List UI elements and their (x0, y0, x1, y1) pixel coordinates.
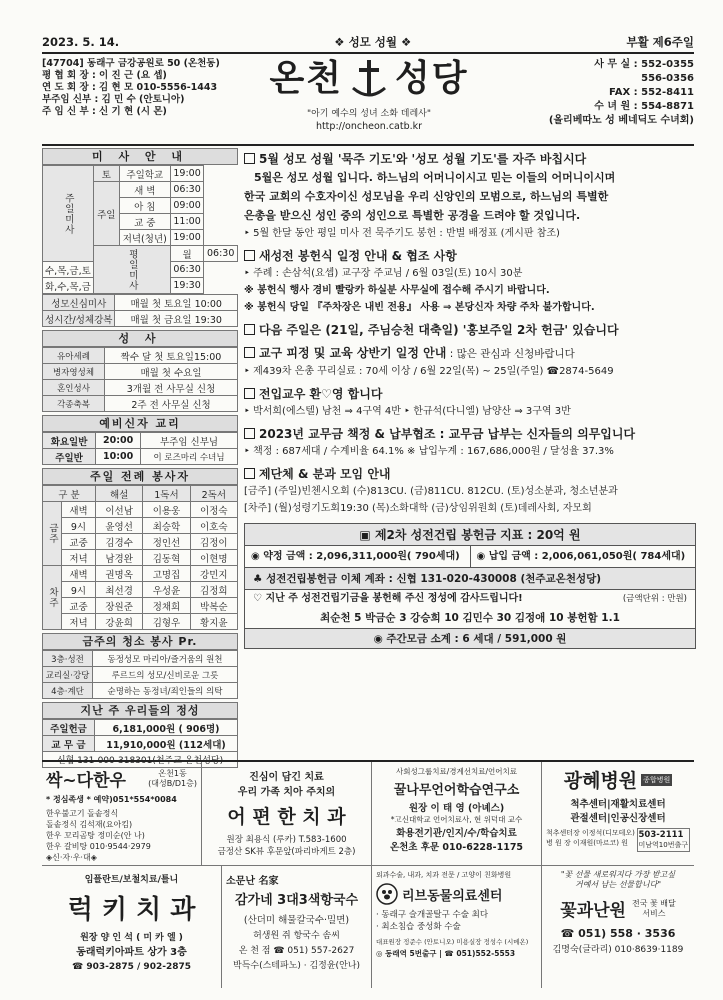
ad3-line2: *고신대학교 언어치료사, 현 위덕대 교수 (390, 815, 523, 824)
mass-time: 19:00 (170, 166, 204, 182)
building-fund-title: ▣ 제2차 성전건립 봉헌금 지표 : 20억 원 (245, 524, 695, 546)
cleaning-title: 금주의 청소 봉사 Pr. (42, 633, 238, 650)
ad7-top: 외과수술, 내과, 치과 전문 / 고양이 친화병원 (376, 871, 512, 879)
mass-name: 새 벽 (119, 182, 170, 198)
weekly-subtotal: ◉ 주간모금 소계 : 6 세대 / 591,000 원 (245, 628, 695, 648)
top-divider (42, 52, 694, 54)
commentator: 김경수 (95, 534, 142, 550)
column-header: 2독서 (190, 486, 237, 502)
cleaning-table (42, 650, 238, 699)
ad2-line2: 금정산 SK뷰 후문앞(파리바게트 2층) (217, 847, 356, 857)
ad1-line: 돌솥정식 김석재(요아킴) (46, 820, 133, 829)
notice-7-title: 제단체 & 분과 모임 안내 (244, 465, 696, 483)
notice-1-body: 한국 교회의 수호자이신 성모님을 우리 신앙인의 모범으로, 하느님의 특별한 (244, 190, 609, 203)
class-name: 화요일반 (43, 433, 96, 449)
assistant-priest: 부주임 신부 : 김 민 수 (안토니아) (42, 94, 185, 105)
notice-6-title: 2023년 교무금 책정 & 납부협조 : 교무금 납부는 신자들의 의무입니다 (244, 425, 696, 443)
ad8-top: "꽃 선물 새로워지다 가장 받고싶 거예서 남는 선물합니다" (560, 870, 676, 889)
ad5-phone: ☎ 903-2875 / 902-2875 (71, 962, 192, 972)
reader-1: 고명집 (143, 566, 190, 582)
rosary-president: 연 도 회 장 : 김 현 모 010-5556-1443 (42, 82, 218, 93)
reader-2: 이호숙 (190, 518, 237, 534)
slot: 새벽 (62, 502, 96, 518)
notices (244, 150, 696, 649)
mass-time: 09:00 (170, 198, 204, 214)
ad6-name: 감가네 3대3색항국수 (234, 893, 359, 908)
ad5-name: 럭 키 치 과 (67, 895, 196, 925)
group-label: 금주 (43, 502, 62, 566)
ad1-line: 한우 꼬리곰탕 정미순(안 나) (46, 831, 145, 840)
mass-time: 06:30 (170, 182, 204, 198)
column-header: 해설 (95, 486, 142, 502)
offering-type: 주일헌금 (43, 720, 95, 736)
commentator: 권명옥 (95, 566, 142, 582)
mass-time: 11:00 (170, 214, 204, 230)
altar-servers-table (42, 485, 238, 630)
masthead-name-right: 성당 (395, 58, 469, 99)
special-mass-time: 매월 첫 토요일 10:00 (115, 295, 238, 311)
ad7-line: · 최소침습 중성화 수술 (376, 922, 461, 932)
weekday-day: 월 (170, 246, 204, 262)
ad1-line: 한우 갈비탕 010·9544·2979 (46, 842, 151, 851)
reader-1: 우성윤 (143, 582, 190, 598)
ad6-line3: 온 천 점 ☎ 051) 557-2627 (238, 946, 355, 956)
ad7-name: 리브동물의료센터 (402, 888, 503, 904)
commentator: 윤영선 (95, 518, 142, 534)
cleaning-group: 루르드의 성모/신비로운 그릇 (93, 667, 238, 683)
reader-2: 이정숙 (190, 502, 237, 518)
ad1-tagline: * 정심족생 * 예약)051*554*0084 (46, 795, 177, 804)
notice-2-title: 새성전 봉헌식 일정 안내 & 협조 사항 (244, 247, 696, 265)
masthead (258, 58, 480, 142)
sunday-mass-label: 주일미사 (43, 166, 94, 262)
ads-section (42, 760, 694, 986)
slot: 9시 (62, 582, 96, 598)
sacrament-name: 각종축복 (43, 396, 105, 412)
ad6-line4: 박득수(스테파노) · 김정윤(안나) (233, 961, 360, 971)
ad3-line4: 온천초 후문 010-6228-1175 (389, 842, 524, 853)
notice-1-body: 5월은 성모 성월 입니다. 하느님의 어머니이시고 믿는 이들의 어머니이시며 (254, 171, 616, 184)
reader-1: 이용웅 (143, 502, 190, 518)
ad1-line: ◈신·자·우·대◈ (46, 853, 97, 862)
pastor: 주 임 신 부 : 신 기 현 (시 몬) (42, 106, 167, 117)
ad4-foot2: 병 원 장 이재원(마르코) 원 (546, 839, 628, 847)
notice-6-item: ‣ 책정 : 687세대 / 수계비율 64.1% ※ 납입누계 : 167,686,000원 / 달성율 37.3% (244, 446, 614, 457)
address: [47704] 동래구 금강공원로 50 (온천동) (42, 58, 220, 69)
slot: 저녁 (62, 550, 96, 566)
class-name: 주일반 (43, 449, 96, 465)
cleaning-area: 4층·계단 (43, 683, 93, 699)
altar-servers-title: 주일 전례 봉사자 (42, 468, 238, 485)
slot: 9시 (62, 518, 96, 534)
left-column (42, 148, 238, 768)
special-mass-table (42, 294, 238, 327)
ad1-location: 온천1동 (대성B/D1층) (148, 768, 197, 788)
ad4-line: 관절센터|인공신장센터 (570, 813, 666, 824)
saturday-label: 토 (93, 166, 119, 182)
column-header: 1독서 (143, 486, 190, 502)
ad-flower-shop (542, 866, 694, 988)
mass-time: 19:00 (170, 230, 204, 246)
sunday-label: 주일 (93, 182, 119, 246)
offering-amount: 6,181,000원 ( 906명) (95, 720, 238, 736)
ad4-phone2: 미남역10번출구 (638, 841, 688, 849)
slot: 저녁 (62, 614, 96, 630)
ad-dental-clinic (202, 762, 372, 866)
special-mass-time: 매월 첫 금요일 19:30 (115, 311, 238, 327)
contact-info (526, 58, 694, 128)
ad4-badge: 종합병원 (643, 775, 671, 784)
ad2-sub: 우리 가족 치아 주치의 (237, 787, 336, 798)
month-title: ❖ 성모 성월 ❖ (334, 35, 412, 49)
notice-4-item: ‣ 제439차 은총 꾸리실료 : 70세 이상 / 6월 22일(목) ~ 25일(주일) ☎2874-5649 (244, 366, 614, 377)
mass-name: 교 중 (119, 214, 170, 230)
group-label: 차주 (43, 566, 62, 630)
notice-1-title: 5월 성모 성월 '묵주 기도'와 '성모 성월 기도'를 자주 바칩시다 (244, 150, 696, 168)
slot: 교중 (62, 534, 96, 550)
ad-lucky-dental (42, 866, 222, 988)
special-mass-name: 성모신심미사 (43, 295, 115, 311)
issue-date: 2023. 5. 14. (42, 35, 120, 49)
convent-phone: 수 녀 원 : 554-8871 (594, 101, 694, 112)
ad8-person: 김명숙(글라리) 010·8639·1189 (552, 945, 684, 955)
reader-1: 정인선 (143, 534, 190, 550)
notice-2-item: ※ 봉헌식 행사 경비 빨랑카 하실분 사무실에 접수해 주시기 바랍니다. (244, 285, 550, 296)
sacrament-name: 유아세례 (43, 348, 105, 364)
notice-1-item: ‣ 5월 한달 동안 평일 미사 전 묵주기도 봉헌 : 반별 배정표 (게시판 참조) (244, 228, 560, 239)
ad3-name: 꿀나무언어학습연구소 (393, 783, 520, 798)
notice-bullet-icon (244, 250, 255, 261)
patron-motto: "아기 예수의 성녀 소화 데레사" (306, 109, 432, 119)
top-bar (42, 34, 694, 50)
notice-2-item: ‣ 주례 : 손삼석(요셉) 교구장 주교님 / 6월 03일(토) 10시 30분 (244, 268, 523, 279)
liturgical-season: 부활 제6주일 (626, 35, 694, 49)
ad7-foot1: 대표원장 정준수 (안토니오) 미용실장 정성수 (시메온) (376, 938, 529, 946)
ad5-line2: 동래럭키아파트 상가 3층 (76, 947, 187, 958)
ad7-line: · 동래구 슬개골탈구 수술 최다 (376, 910, 489, 920)
class-time: 10:00 (96, 449, 141, 465)
office-phone-2: 556-0356 (641, 73, 694, 84)
notice-4-title: 교구 피정 및 교육 상반기 일정 안내 : 많은 관심과 신청바랍니다 (244, 344, 696, 363)
reader-1: 김동혁 (143, 550, 190, 566)
ad2-line1: 원장 최용식 (루카) T.583-1600 (226, 835, 347, 845)
notice-bullet-icon (244, 324, 255, 335)
cleaning-group: 동정성모 마리아/즐거움의 원천 (93, 651, 238, 667)
column-header: 구 분 (43, 486, 96, 502)
sacrament-title: 성 사 (42, 330, 238, 347)
amount-unit: (금액단위 : 만원) (622, 594, 687, 604)
ad4-phone: 503-2111 (638, 830, 684, 840)
header-divider (42, 144, 694, 146)
building-thanks: ♡ 지난 주 성전건립기금을 봉헌해 주신 정성에 감사드립니다! (253, 593, 523, 604)
ad6-line2: 허생원 쥐 항국수 솜씨 (253, 931, 340, 941)
sacrament-info: 매월 첫 수요일 (105, 364, 238, 380)
office-phone: 사 무 실 : 552-0355 (594, 59, 694, 70)
notice-bullet-icon (244, 428, 255, 439)
notice-3-title: 다음 주일은 (21일, 주님승천 대축일) '홍보주일 2차 헌금' 있습니다 (244, 321, 696, 339)
ad5-top: 임플란트/보철치료/틀니 (84, 875, 179, 885)
reader-2: 김정이 (190, 534, 237, 550)
ad1-name: 싹~다한우 (46, 771, 126, 791)
slot: 교중 (62, 598, 96, 614)
ad4-foot1: 척추센터장 이정석(디모테오) (546, 829, 635, 837)
reader-2: 강민지 (190, 566, 237, 582)
weekday-time: 06:30 (170, 262, 204, 278)
mass-table (42, 165, 238, 294)
cleaning-area: 교리실·강당 (43, 667, 93, 683)
ad1-line: 한우불고기 돌솥정식 (46, 809, 119, 818)
building-fund-account: ♣ 성전건립봉헌금 이체 계좌 : 신협 131-020-430008 (천주교온천성당) (245, 568, 695, 590)
cleaning-group: 순명하는 동정녀/죄인들의 의탁 (93, 683, 238, 699)
sacrament-info: 짝수 달 첫 토요일15:00 (105, 348, 238, 364)
sacrament-name: 병자영성체 (43, 364, 105, 380)
offering-title: 지난 주 우리들의 정성 (42, 702, 238, 719)
ad2-name: 어 편 한 치 과 (227, 806, 346, 828)
ad5-line1: 원장 양 인 석 ( 미 카 엘 ) (80, 933, 183, 943)
class-teacher: 부주임 신부님 (141, 433, 238, 449)
ad-korean-beef (42, 762, 202, 866)
commentator: 장원준 (95, 598, 142, 614)
offering-account: 신협 131-000-318301(천주교 온천성당) (43, 752, 238, 768)
weekday-day: 수,목,금,토 (43, 262, 94, 278)
ad8-phone: ☎ 051) 558 · 3536 (560, 927, 676, 940)
meeting-this-week: [금주] (주일)빈첸시오회 (수)813CU. (금)811CU. 812CU. (토)성소분과, 청소년분과 (244, 486, 618, 497)
offering-type: 교 무 금 (43, 736, 95, 752)
ad3-top: 사회성그룹치료/경계선치료/언어치료 (396, 767, 517, 776)
ad3-line3: 화용전기관/인지/수/학습치료 (396, 828, 517, 839)
notice-bullet-icon (244, 347, 255, 358)
parish-info (42, 58, 250, 142)
council-president: 평 협 회 장 : 이 진 근 (요 셉) (42, 70, 167, 81)
building-fund-box (244, 523, 696, 649)
cleaning-area: 3층·성전 (43, 651, 93, 667)
ad-noodle-restaurant (222, 866, 372, 988)
class-teacher: 이 로즈마리 수녀님 (141, 449, 238, 465)
slot: 새벽 (62, 566, 96, 582)
ad8-name: 꽃과난원 (560, 901, 626, 921)
ad6-top: 소문난 名家 (226, 876, 279, 887)
notice-bullet-icon (244, 153, 255, 164)
weekday-mass-label: 평일미사 (93, 246, 170, 294)
ad2-top: 진심이 담긴 치료 (249, 772, 324, 783)
offering-amount: 11,910,000원 (112세대) (95, 736, 238, 752)
website-url[interactable]: http://oncheon.catb.kr (315, 121, 423, 132)
donor-list: 최순천 5 박금순 3 강승희 10 김민수 30 김정애 10 봉헌함 1.1 (320, 612, 620, 624)
catechism-table (42, 432, 238, 465)
mass-name: 저녁(청년) (119, 230, 170, 246)
convent-order: (올리베따노 성 베네딕도 수녀회) (548, 115, 694, 126)
ad3-line1: 원장 이 태 영 (아녜스) (408, 803, 505, 814)
ad7-foot2: ◎ 동래역 5번출구 | ☎ 051)552-5553 (376, 949, 516, 958)
cross-boat-icon (349, 58, 389, 100)
notice-5-title: 전입교우 환♡영 합니다 (244, 385, 696, 403)
sacrament-info: 2주 전 사무실 신청 (105, 396, 238, 412)
sacrament-table (42, 347, 238, 412)
ad4-line: 척추센터|재활치료센터 (570, 799, 666, 810)
reader-2: 황지윤 (190, 614, 237, 630)
notice-5-item: ‣ 박서희(에스텔) 남천 ⇒ 4구역 4반 ‣ 한규석(다니엘) 남양산 ⇒ 3구역 3반 (244, 406, 571, 417)
reader-2: 김정희 (190, 582, 237, 598)
sacrament-name: 혼인성사 (43, 380, 105, 396)
reader-2: 박복순 (190, 598, 237, 614)
ad-hospital (542, 762, 694, 866)
notice-2-item: ※ 봉헌식 당일 『주차장은 내빈 전용』 사용 ⇒ 본당신자 차량 주차 불가합니다. (244, 302, 595, 313)
notice-bullet-icon (244, 388, 255, 399)
mass-name: 아 침 (119, 198, 170, 214)
weekday-day: 화,수,목,금 (43, 278, 94, 294)
masthead-name-left: 온천 (269, 58, 343, 99)
special-mass-name: 성시간/성체강복 (43, 311, 115, 327)
mass-title: 미 사 안 내 (42, 148, 238, 165)
class-time: 20:00 (96, 433, 141, 449)
pledged-amount: ◉ 약정 금액 : 2,096,311,000원( 790세대) (245, 546, 471, 567)
mass-name: 주일학교 (119, 166, 170, 182)
notice-1-body: 은총을 받으신 성인 중의 성인으로 특별한 공경을 드려야 할 것입니다. (244, 209, 581, 222)
animal-clinic-logo (376, 883, 398, 905)
paid-amount: ◉ 납입 금액 : 2,006,061,050원( 784세대) (476, 551, 686, 562)
ad4-name: 광혜병원 (563, 770, 638, 792)
weekday-time: 06:30 (204, 246, 238, 262)
ad-animal-clinic (372, 866, 542, 988)
commentator: 최선경 (95, 582, 142, 598)
weekday-time: 19:30 (170, 278, 204, 294)
sacrament-info: 3개월 전 사무실 신청 (105, 380, 238, 396)
ad-speech-center (372, 762, 542, 866)
commentator: 남경완 (95, 550, 142, 566)
reader-2: 이현명 (190, 550, 237, 566)
reader-1: 김형우 (143, 614, 190, 630)
commentator: 이선남 (95, 502, 142, 518)
meeting-next-week: [차주] (월)성령기도회19:30 (목)소화대학 (금)상임위원회 (토)데레사회, 자모회 (244, 503, 592, 514)
ad8-side: 전국 꽃 배달 서비스 (631, 898, 676, 918)
ad6-line1: (산더미 해물칼국수·밀면) (243, 915, 350, 926)
fax: FAX : 552-8411 (609, 87, 694, 98)
reader-1: 정채희 (143, 598, 190, 614)
commentator: 강윤희 (95, 614, 142, 630)
notice-bullet-icon (244, 468, 255, 479)
catechism-title: 예비신자 교리 (42, 415, 238, 432)
reader-1: 최승학 (143, 518, 190, 534)
